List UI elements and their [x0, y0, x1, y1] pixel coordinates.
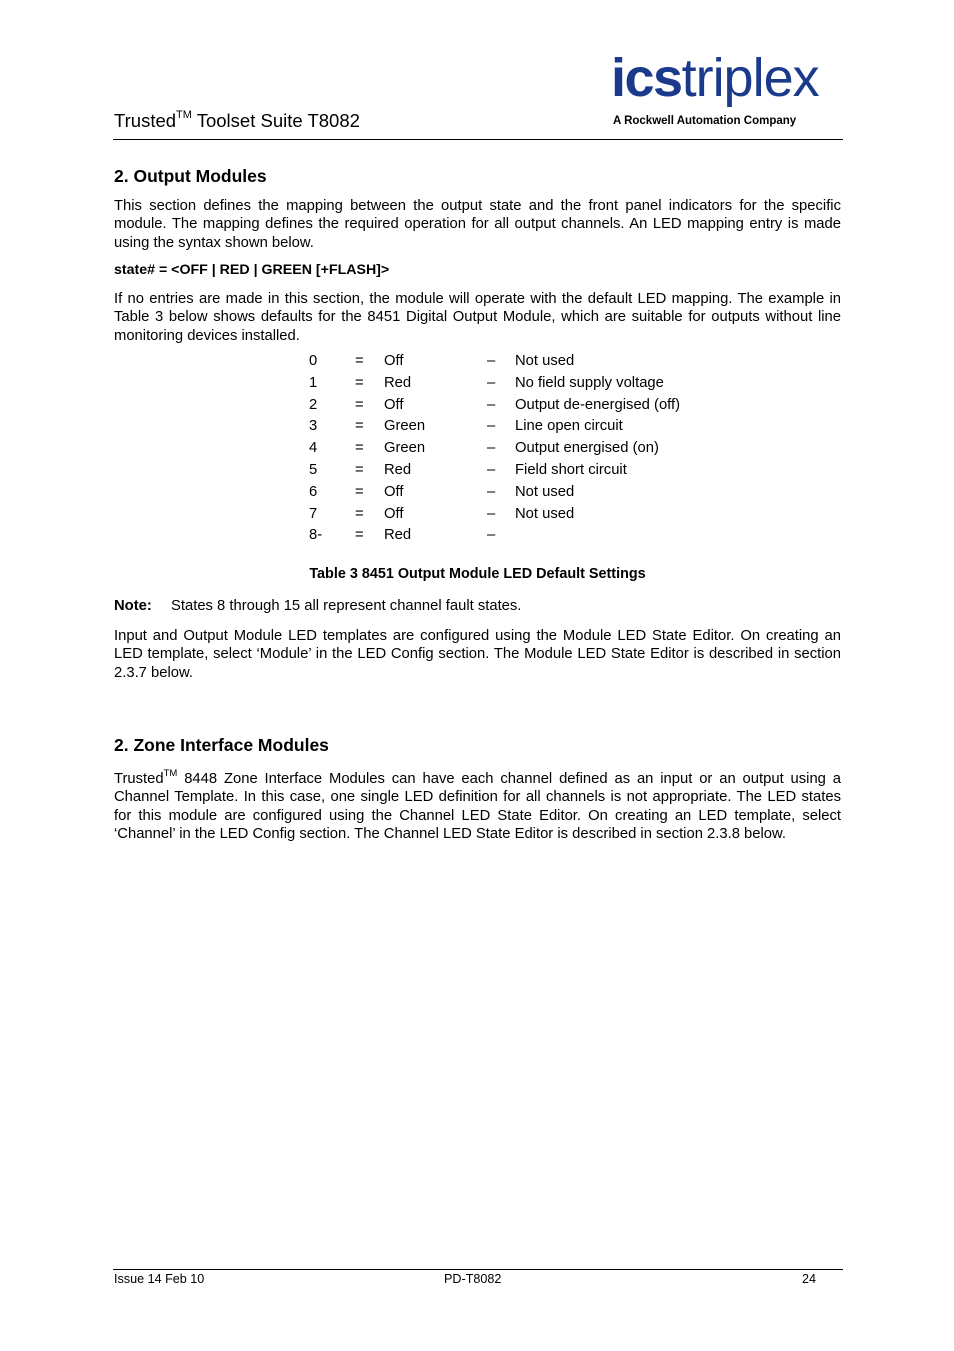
note-text: States 8 through 15 all represent channel fault states. — [171, 598, 522, 614]
logo-tagline: A Rockwell Automation Company — [613, 115, 797, 127]
logo-wordmark: icstriplex — [611, 48, 819, 108]
table-row: 8- = Red – — [309, 527, 496, 544]
note — [114, 598, 521, 614]
table-row: 2 = Off – Output de-energised (off) — [309, 396, 681, 413]
note-label: Note: — [114, 598, 152, 614]
zone-interface-paragraph: Trusted™ 8448 Zone Interface Modules can have each channel defined as an input or an output using a Channel Template. In this case, one single LED definition for all channels is not appropriate. The LED states for this module are configured using the Channel LED State Editor. On creating an LED template, select ‘Channel’ in the LED Config section. The Channel LED State Editor is described in section 2.3.8 below. — [114, 768, 841, 843]
footer-page-number: 24 — [802, 1272, 817, 1286]
ics-triplex-logo — [611, 48, 843, 133]
section-heading-zone-interface-modules: 2. Zone Interface Modules — [114, 735, 329, 755]
section-heading-output-modules: 2. Output Modules — [114, 166, 267, 186]
module-led-editor-paragraph: Input and Output Module LED templates are configured using the Module LED State Editor. On creating an LED template, select ‘Module’ in the LED Config section. The Module LED State Editor is described in section 2.3.7 below. — [114, 628, 841, 681]
table-row: 3 = Green – Line open circuit — [309, 418, 623, 435]
default-mapping-paragraph: If no entries are made in this section, the module will operate with the default LED mapping. The example in Table 3 below shows defaults for the 8451 Digital Output Module, which are suitable for outputs without line monitoring devices installed. — [114, 291, 841, 344]
table-row: 6 = Off – Not used — [309, 483, 575, 500]
table-row: 0 = Off – Not used — [309, 353, 575, 369]
footer-divider — [113, 1269, 843, 1270]
table-row: 7 = Off – Not used — [309, 505, 575, 522]
footer-document-id: PD-T8082 — [444, 1272, 502, 1286]
table-row: 5 = Red – Field short circuit — [309, 461, 627, 478]
table-caption: Table 3 8451 Output Module LED Default Settings — [309, 566, 646, 582]
document-title: Trusted™ Toolset Suite T8082 — [114, 108, 360, 131]
table-row: 4 = Green – Output energised (on) — [309, 440, 659, 457]
footer-issue: Issue 14 Feb 10 — [114, 1272, 205, 1286]
output-modules-intro-paragraph: This section defines the mapping between the output state and the front panel indicators for the specific module. The mapping defines the required operation for all output channels. An LED mapping entry is made using the syntax shown below. — [114, 198, 841, 251]
led-default-settings-table — [308, 351, 708, 547]
led-mapping-syntax: state# = <OFF | RED | GREEN [+FLASH]> — [114, 262, 390, 278]
table-row: 1 = Red – No field supply voltage — [309, 374, 664, 391]
header-divider — [113, 139, 843, 140]
